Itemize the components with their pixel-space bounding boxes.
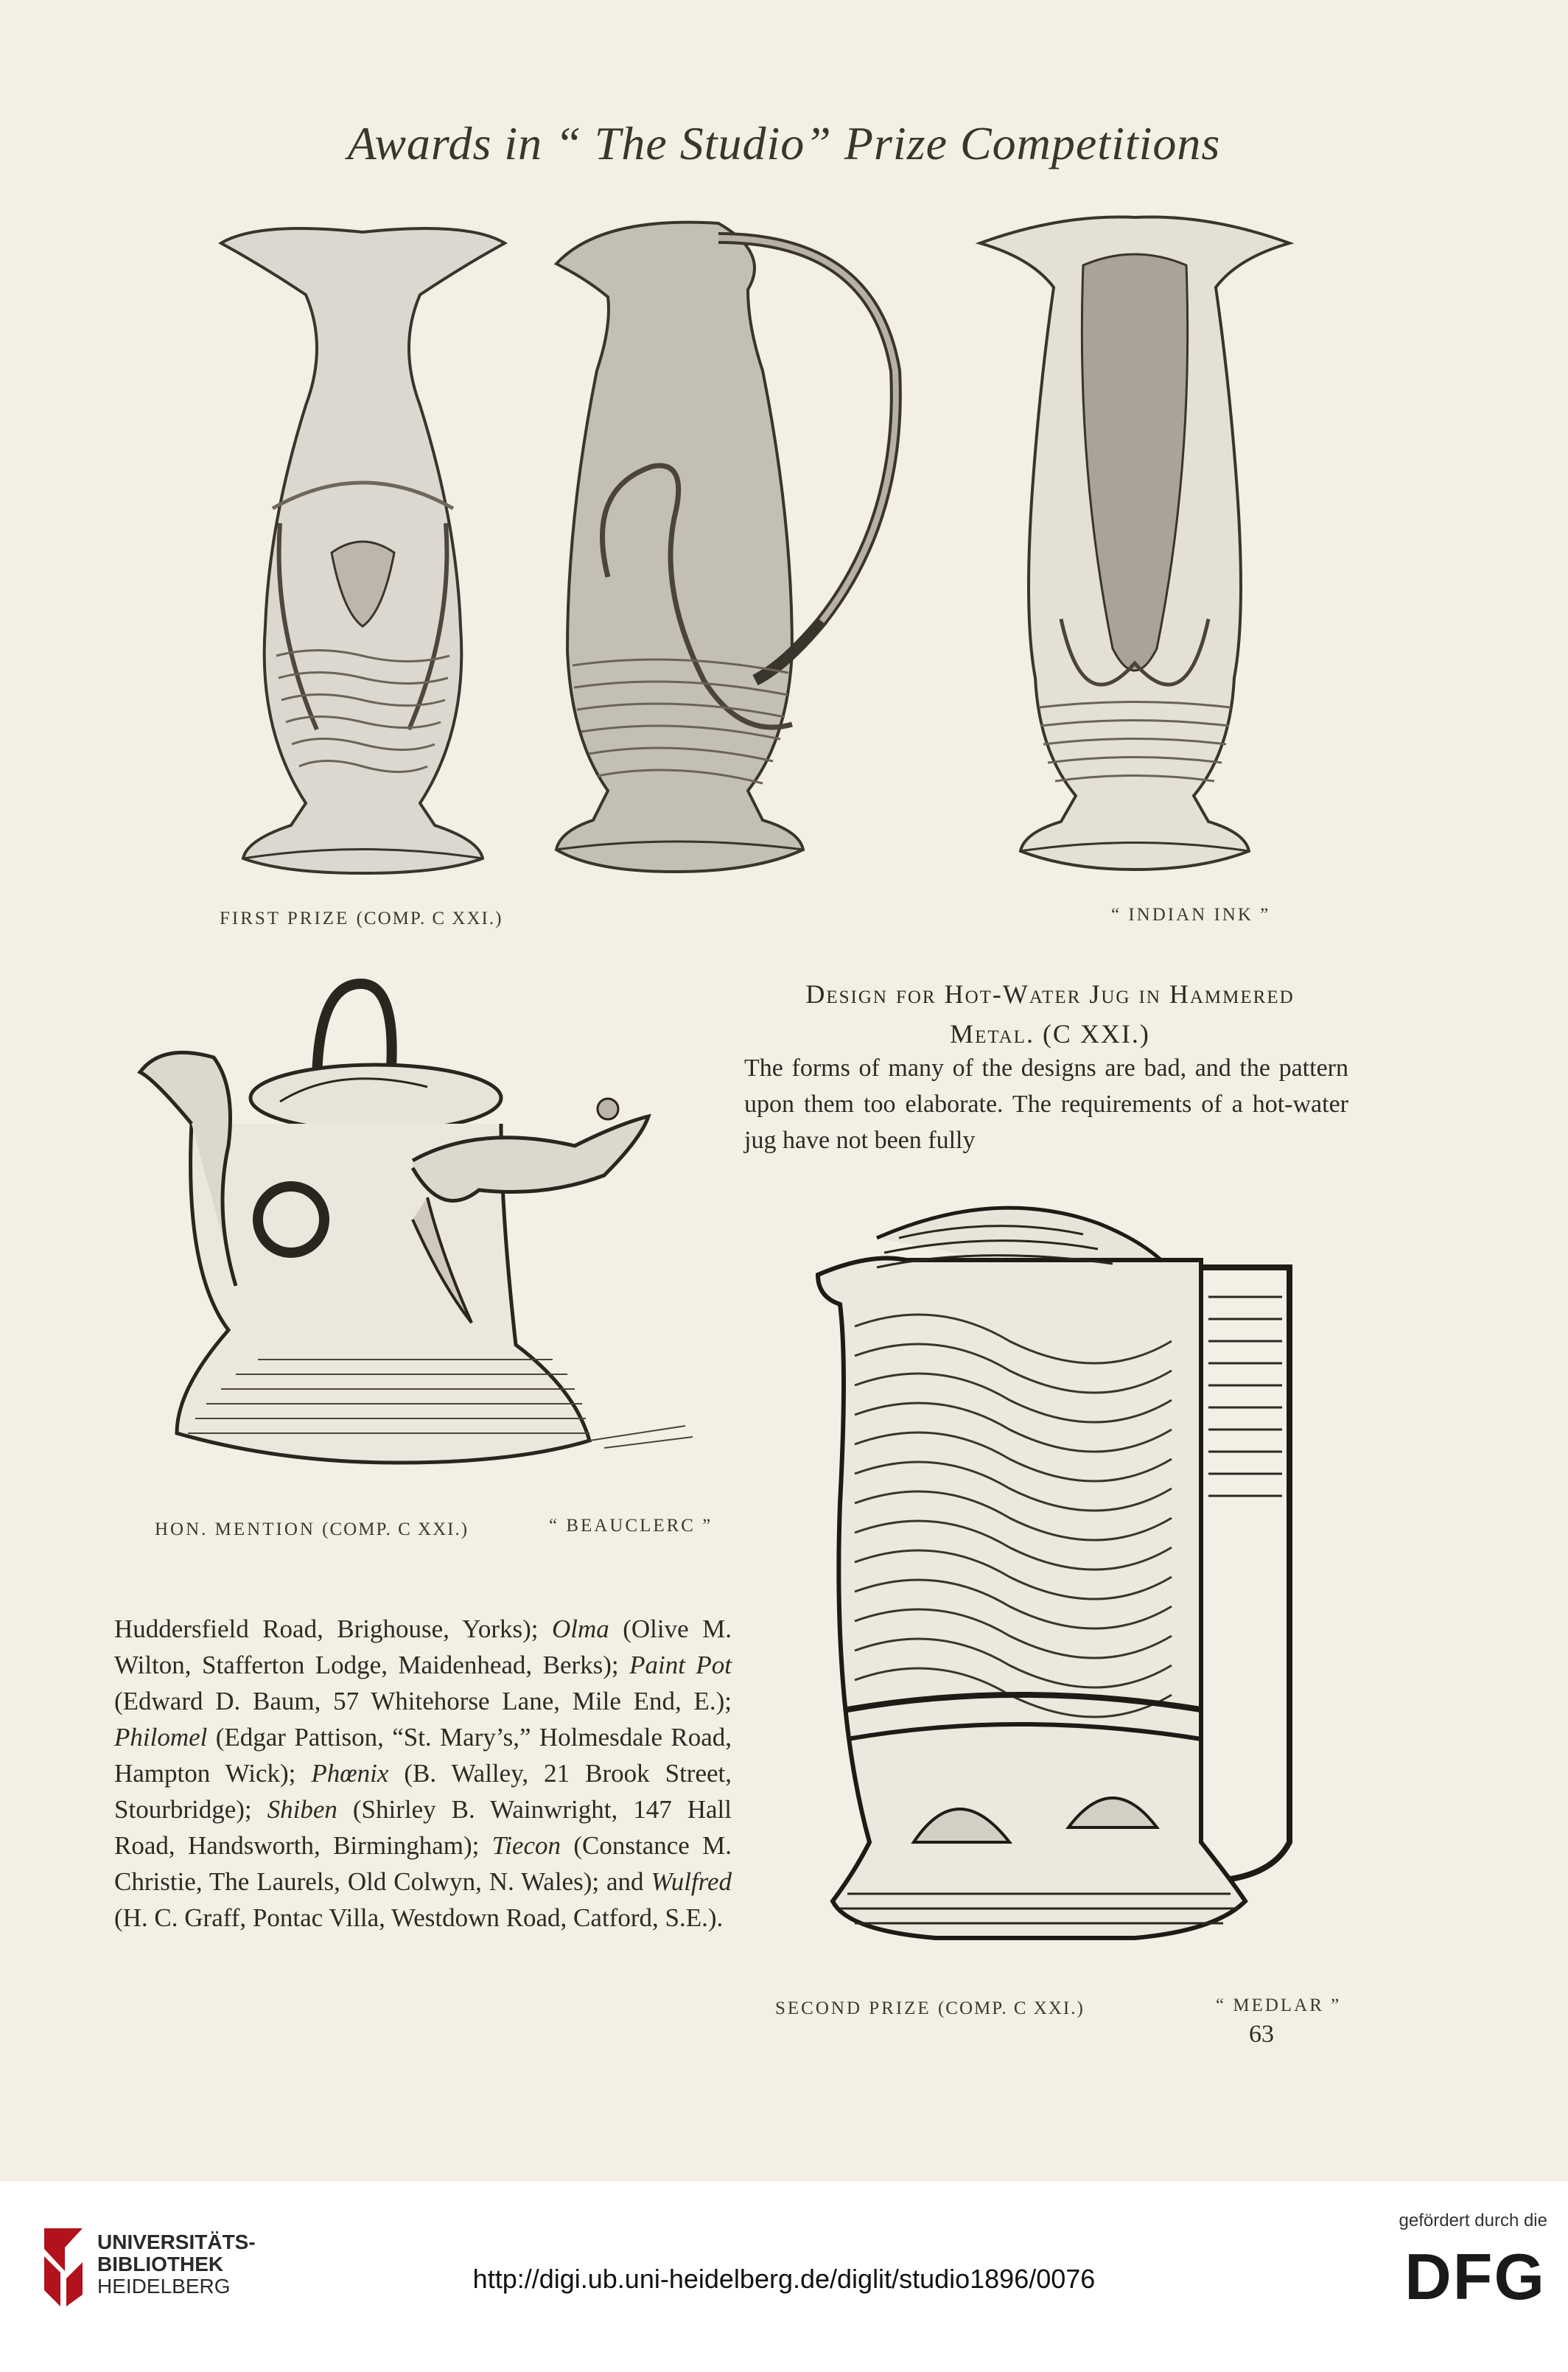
source-url-link[interactable]: http://digi.ub.uni-heidelberg.de/diglit/studio1896/0076 bbox=[472, 2264, 1096, 2294]
library-name-line3: HEIDELBERG bbox=[97, 2275, 231, 2298]
caption-second-prize bbox=[775, 1998, 1085, 2019]
caption-first-prize-comp: (COMP. C XXI.) bbox=[356, 909, 503, 928]
first-prize-jug-front-illustration bbox=[199, 214, 527, 877]
running-title: Awards in “ The Studio” Prize Competitions bbox=[347, 117, 1221, 169]
digitization-footer bbox=[0, 2181, 1568, 2372]
caption-hon-mention-motto: “ BEAUCLERC ” bbox=[549, 1516, 713, 1536]
pseudonym: Olma bbox=[551, 1614, 609, 1643]
pseudonym: Phœnix bbox=[311, 1759, 389, 1788]
article-heading-line2: Metal. (C XXI.) bbox=[950, 1019, 1150, 1049]
library-name-line2: BIBLIOTHEK bbox=[97, 2253, 224, 2275]
funded-by-label: gefördert durch die bbox=[1399, 2211, 1547, 2231]
caption-hon-mention-comp: (COMP. C XXI.) bbox=[322, 1519, 469, 1539]
list-text: Huddersfield Road, Brighouse, Yorks); bbox=[114, 1614, 552, 1643]
article-paragraph: The forms of many of the designs are bad, and the pattern upon them too elaborate. The requirements of a hot-water jug have not been fully bbox=[744, 1054, 1348, 1154]
list-text: (Edward D. Baum, 57 Whitehorse Lane, Mile End, E.); bbox=[114, 1687, 732, 1715]
dfg-logo: DFG bbox=[1404, 2240, 1546, 2313]
hon-mention-kettle-illustration bbox=[133, 976, 693, 1485]
article-heading bbox=[748, 974, 1352, 1054]
pseudonym: Paint Pot bbox=[629, 1651, 732, 1679]
caption-hon-mention bbox=[155, 1519, 469, 1540]
pseudonym: Shiben bbox=[267, 1795, 337, 1824]
first-prize-jug-back-illustration bbox=[973, 206, 1297, 877]
pseudonym: Philomel bbox=[114, 1723, 208, 1752]
caption-first-prize-motto: “ INDIAN INK ” bbox=[1111, 905, 1271, 925]
page-number: 63 bbox=[1249, 2021, 1274, 2048]
caption-hon-mention-label: HON. MENTION bbox=[155, 1519, 315, 1539]
list-text: (Constance M. Christie, The Laurels, Old Colwyn, N. Wales); and bbox=[114, 1831, 732, 1896]
list-text: (Shirley B. Wainwright, 147 Hall Road, Handsworth, Birmingham); bbox=[114, 1795, 732, 1860]
list-text: (B. Walley, 21 Brook Street, Stourbridge); bbox=[114, 1759, 732, 1824]
pseudonym: Wulfred bbox=[651, 1867, 732, 1896]
library-name-line1: UNIVERSITÄTS- bbox=[97, 2231, 256, 2253]
caption-second-prize-comp: (COMP. C XXI.) bbox=[937, 1998, 1085, 2018]
caption-second-prize-label: SECOND PRIZE bbox=[775, 1998, 931, 2018]
competitor-list-text bbox=[114, 1611, 732, 1936]
list-text: (Edgar Pattison, “St. Mary’s,” Holmesdale Road, Hampton Wick); bbox=[114, 1723, 732, 1788]
article-heading-line1: Design for Hot-Water Jug in Hammered bbox=[805, 979, 1295, 1009]
second-prize-jug-illustration bbox=[788, 1194, 1304, 1990]
caption-first-prize bbox=[220, 909, 503, 929]
caption-first-prize-label: FIRST PRIZE bbox=[220, 909, 350, 928]
caption-second-prize-motto: “ MEDLAR ” bbox=[1216, 1995, 1342, 2015]
list-text: (H. C. Graff, Pontac Villa, Westdown Road, Catford, S.E.). bbox=[114, 1903, 724, 1932]
pseudonym: Tiecon bbox=[491, 1831, 561, 1860]
first-prize-jug-side-illustration bbox=[527, 209, 910, 877]
list-text: (Olive M. Wilton, Stafferton Lodge, Maidenhead, Berks); bbox=[114, 1614, 732, 1679]
